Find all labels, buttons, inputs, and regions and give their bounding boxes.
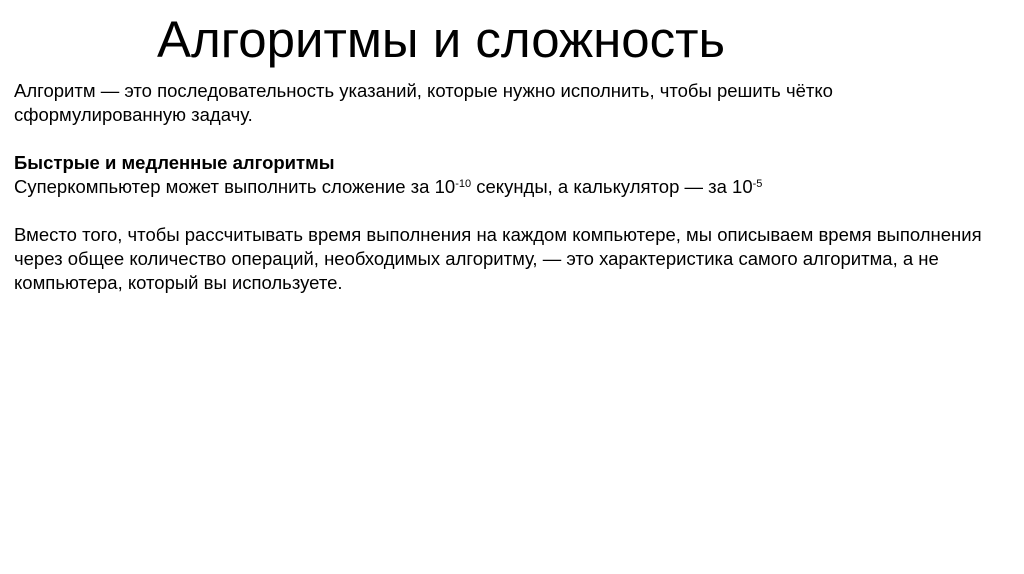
slide-title: Алгоритмы и сложность [157,11,726,68]
speed-comparison-line [14,175,1004,199]
paragraph-gap [14,127,1004,151]
calculator-exponent: -5 [752,178,763,190]
paragraph-gap [14,199,1004,223]
explanation-paragraph: Вместо того, чтобы рассчитывать время выполнения на каждом компьютере, мы описываем время выполнения через общее количество операций, необходимых алгоритму, — это характеристика самого алгоритма, а не компьютера, который вы используете. [14,224,982,293]
section-heading: Быстрые и медленные алгоритмы [14,152,335,173]
speed-text-part1: Суперкомпьютер может выполнить сложение за 10 [14,176,456,197]
definition-paragraph: Алгоритм — это последовательность указаний, которые нужно исполнить, чтобы решить чётко сформулированную задачу. [14,80,833,125]
supercomputer-exponent: -10 [455,178,472,190]
slide-body [14,79,1004,295]
speed-text-part2: секунды, а калькулятор — за 10 [471,176,753,197]
